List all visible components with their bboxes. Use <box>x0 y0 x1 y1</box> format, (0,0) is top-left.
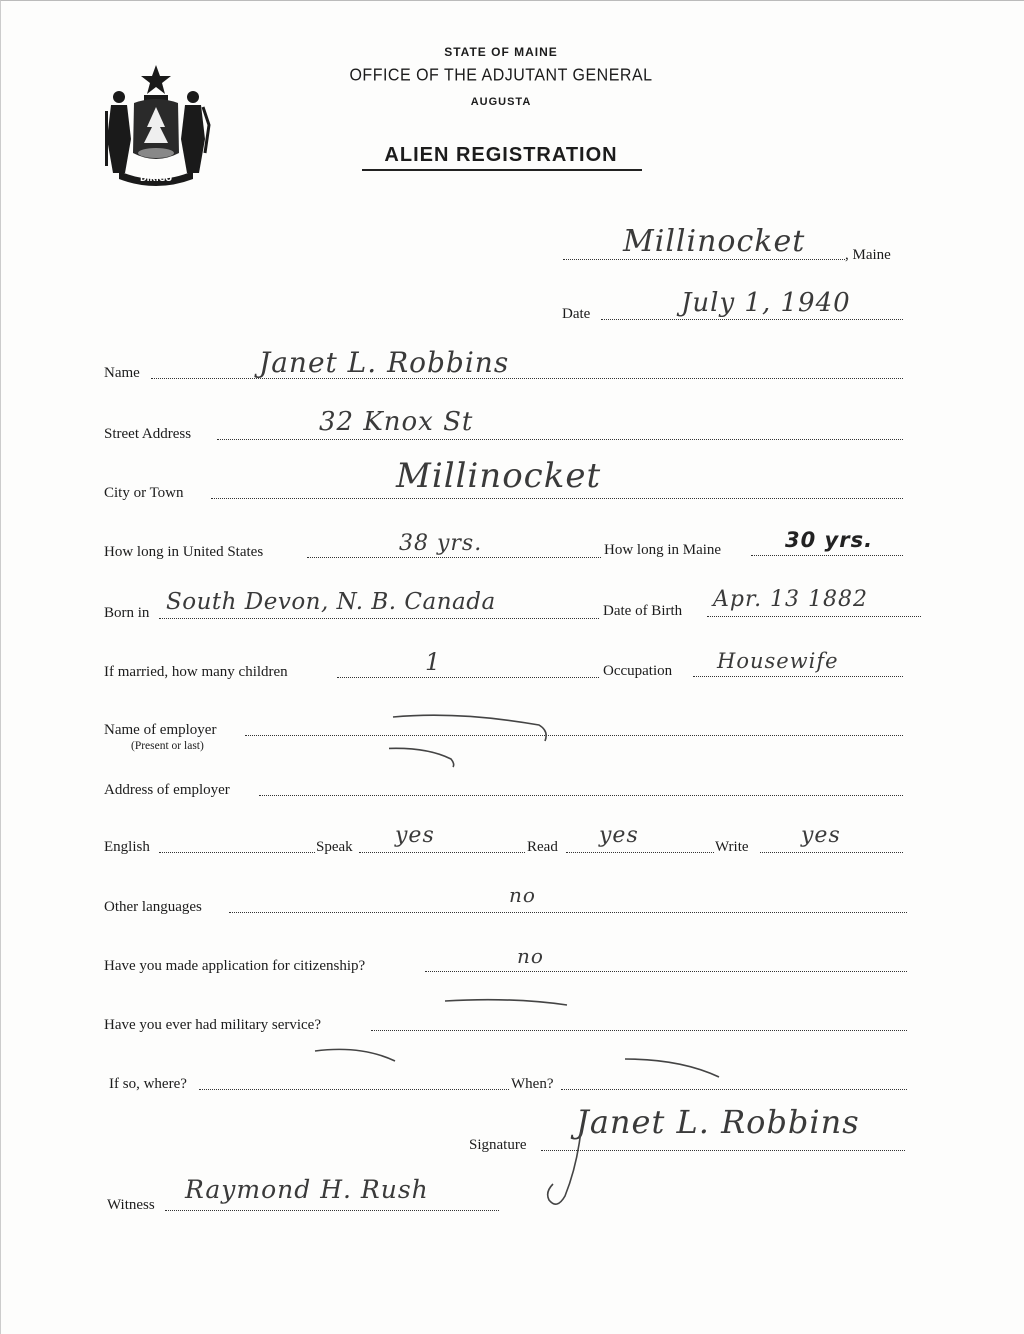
employer-address-line <box>259 795 903 796</box>
speak-line <box>359 852 525 853</box>
street-value: 32 Knox St <box>319 407 474 437</box>
dob-value: Apr. 13 1882 <box>713 587 869 612</box>
employer-dash-mark <box>389 709 559 769</box>
citizenship-line <box>425 971 907 972</box>
born-value: South Devon, N. B. Canada <box>166 589 496 615</box>
office-heading: OFFICE OF THE ADJUTANT GENERAL <box>349 66 653 85</box>
write-label: Write <box>715 839 749 855</box>
title-underline <box>362 169 642 171</box>
us-value: 38 yrs. <box>399 531 483 556</box>
signature-value: Janet L. Robbins <box>576 1103 860 1141</box>
employer-sublabel: (Present or last) <box>131 740 204 752</box>
where-label: If so, where? <box>109 1076 187 1092</box>
write-line <box>760 852 903 853</box>
other-lang-line <box>229 912 907 913</box>
where-line <box>199 1089 509 1090</box>
children-label: If married, how many children <box>104 664 288 680</box>
occupation-label: Occupation <box>603 663 673 679</box>
name-label: Name <box>104 365 140 381</box>
name-value: Janet L. Robbins <box>259 346 510 379</box>
occupation-value: Housewife <box>717 649 839 673</box>
dob-label: Date of Birth <box>603 603 683 619</box>
employer-line <box>245 735 903 736</box>
write-value: yes <box>801 823 841 848</box>
state-heading: STATE OF MAINE <box>444 45 558 59</box>
city-heading: AUGUSTA <box>470 96 532 108</box>
date-value: July 1, 1940 <box>681 288 851 318</box>
read-line <box>566 852 714 853</box>
speak-label: Speak <box>316 839 353 855</box>
when-line <box>561 1089 907 1090</box>
born-line <box>159 618 599 619</box>
children-line <box>337 677 599 678</box>
speak-value: yes <box>395 823 435 848</box>
town-value: Millinocket <box>623 224 806 259</box>
where-dash-mark <box>311 1043 411 1073</box>
children-value: 1 <box>425 648 442 676</box>
city-line <box>211 498 903 499</box>
town-suffix: , Maine <box>845 247 891 263</box>
read-value: yes <box>599 823 639 848</box>
date-line <box>601 319 903 320</box>
english-label: English <box>104 839 150 855</box>
occupation-line <box>693 676 903 677</box>
signature-label: Signature <box>469 1137 527 1153</box>
witness-line <box>165 1210 499 1211</box>
us-label: How long in United States <box>104 544 264 560</box>
city-label: City or Town <box>104 485 184 501</box>
employer-label: Name of employer <box>104 722 217 738</box>
city-value: Millinocket <box>396 456 602 496</box>
street-line <box>217 439 903 440</box>
maine-value: 30 yrs. <box>785 528 874 552</box>
english-line <box>159 852 315 853</box>
signature-flourish <box>541 1126 601 1216</box>
date-label: Date <box>562 306 591 322</box>
seal-motto: DIRIGO <box>139 174 173 183</box>
other-lang-label: Other languages <box>104 899 202 915</box>
read-label: Read <box>527 839 558 855</box>
military-line <box>371 1030 907 1031</box>
military-dash-mark <box>441 993 581 1023</box>
when-dash-mark <box>621 1053 731 1083</box>
dob-line <box>707 616 921 617</box>
when-label: When? <box>511 1076 554 1092</box>
maine-label: How long in Maine <box>604 542 722 558</box>
maine-line <box>751 555 903 556</box>
town-line <box>563 259 845 260</box>
form-title: ALIEN REGISTRATION <box>384 144 618 166</box>
employer-address-label: Address of employer <box>104 782 230 798</box>
citizenship-value: no <box>517 944 544 968</box>
witness-value: Raymond H. Rush <box>185 1175 429 1204</box>
born-label: Born in <box>104 605 150 621</box>
military-label: Have you ever had military service? <box>104 1017 321 1033</box>
us-line <box>307 557 601 558</box>
witness-label: Witness <box>107 1197 155 1213</box>
street-label: Street Address <box>104 426 192 442</box>
citizenship-label: Have you made application for citizenship? <box>104 958 366 974</box>
other-lang-value: no <box>509 883 536 907</box>
